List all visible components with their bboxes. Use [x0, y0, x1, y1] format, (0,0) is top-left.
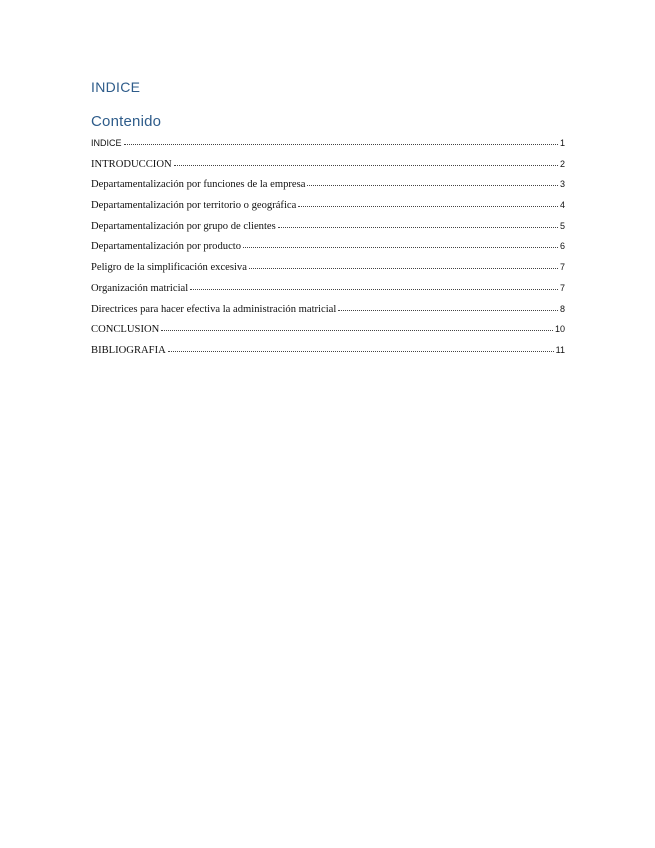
- toc-entry-clientes[interactable]: [91, 216, 565, 237]
- toc-entry-directrices[interactable]: [91, 299, 565, 320]
- toc-entry-page: 4: [559, 200, 565, 211]
- toc-entry-conclusion[interactable]: [91, 319, 565, 340]
- toc-dot-leader: [249, 258, 558, 270]
- toc-entry-title: INDICE: [91, 138, 122, 148]
- toc-entry-title: Departamentalización por producto: [91, 241, 242, 253]
- toc-dot-leader: [307, 175, 558, 187]
- toc-entry-page: 11: [555, 344, 565, 355]
- toc-dot-leader: [190, 279, 558, 291]
- index-heading: INDICE: [91, 79, 141, 95]
- toc-entry-page: 7: [559, 262, 565, 273]
- toc-dot-leader: [161, 320, 553, 332]
- toc-entry-title: Departamentalización por grupo de clientes: [91, 220, 276, 232]
- toc-entry-title: INTRODUCCION: [91, 158, 172, 170]
- toc-entry-page: 6: [559, 241, 565, 252]
- toc-dot-leader: [278, 217, 558, 229]
- toc-entry-page: 10: [554, 324, 565, 335]
- toc-entry-page: 7: [559, 282, 565, 293]
- toc-entry-title: Departamentalización por funciones de la empresa: [91, 179, 306, 191]
- toc-dot-leader: [298, 196, 558, 208]
- toc-entry-funciones[interactable]: [91, 174, 565, 195]
- toc-entry-page: 8: [559, 303, 565, 314]
- toc-dot-leader: [243, 237, 558, 249]
- toc-dot-leader: [174, 155, 558, 167]
- toc-entry-title: Departamentalización por territorio o geográfica: [91, 200, 297, 212]
- toc-dot-leader: [124, 134, 558, 146]
- toc-entry-title: Organización matricial: [91, 282, 189, 294]
- toc-dot-leader: [338, 300, 558, 312]
- toc-entry-page: 3: [559, 179, 565, 190]
- toc-entry-title: Directrices para hacer efectiva la administración matricial: [91, 303, 337, 315]
- toc-entry-bibliografia[interactable]: [91, 340, 565, 361]
- toc-entry-page: 5: [559, 220, 565, 231]
- toc-entry-page: 1: [559, 138, 565, 148]
- toc-entry-title: CONCLUSION: [91, 324, 160, 336]
- toc-entry-page: 2: [559, 158, 565, 169]
- toc-entry-matricial[interactable]: [91, 278, 565, 299]
- contents-heading: Contenido: [91, 113, 162, 130]
- toc-entry-title: BIBLIOGRAFIA: [91, 344, 166, 356]
- toc-entry-title: Peligro de la simplificación excesiva: [91, 262, 247, 274]
- toc-entry-producto[interactable]: [91, 236, 565, 257]
- toc-entry-territorio[interactable]: [91, 195, 565, 216]
- toc-entry-indice[interactable]: [91, 133, 565, 154]
- toc-entry-introduccion[interactable]: [91, 154, 565, 175]
- toc-entry-peligro[interactable]: [91, 257, 565, 278]
- table-of-contents: [91, 133, 565, 361]
- toc-dot-leader: [168, 341, 554, 353]
